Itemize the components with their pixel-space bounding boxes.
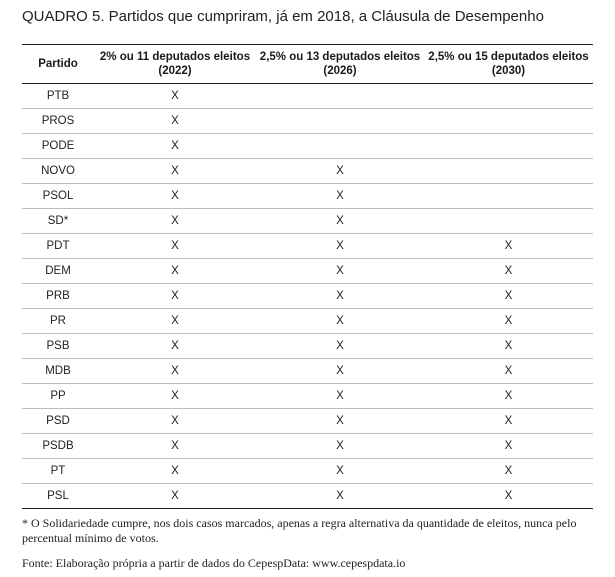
criterion-2026-cell: X <box>256 184 424 209</box>
party-name-cell: PDT <box>22 234 94 259</box>
table-row <box>22 284 593 309</box>
criterion-2022-cell: X <box>94 384 256 409</box>
table-row <box>22 434 593 459</box>
table-row <box>22 259 593 284</box>
criterion-2026-cell: X <box>256 259 424 284</box>
header-2030-year: (2030) <box>491 65 526 77</box>
table-row <box>22 409 593 434</box>
party-name-cell: PR <box>22 309 94 334</box>
criterion-2026-cell <box>256 109 424 134</box>
criterion-2030-cell: X <box>424 309 593 334</box>
party-name-cell: PSB <box>22 334 94 359</box>
criterion-2026-cell: X <box>256 159 424 184</box>
party-name-cell: PSD <box>22 409 94 434</box>
criterion-2022-cell: X <box>94 259 256 284</box>
header-2026-rule: 2,5% ou 13 deputados eleitos <box>259 51 421 63</box>
footnote: * O Solidariedade cumpre, nos dois casos marcados, apenas a regra alternativa da quantidade de eleitos, nunca pelo percentual mínimo de votos. <box>22 516 577 545</box>
table-row <box>22 159 593 184</box>
criterion-2030-cell: X <box>424 234 593 259</box>
criterion-2022-cell: X <box>94 234 256 259</box>
party-name-cell: PP <box>22 384 94 409</box>
party-name-cell: PRB <box>22 284 94 309</box>
criterion-2022-cell: X <box>94 484 256 509</box>
criterion-2026-cell: X <box>256 409 424 434</box>
table-row <box>22 84 593 109</box>
criterion-2030-cell: X <box>424 484 593 509</box>
table-row <box>22 459 593 484</box>
table-header <box>22 45 593 84</box>
party-name-cell: PT <box>22 459 94 484</box>
table-container <box>22 44 593 509</box>
criterion-2022-cell: X <box>94 184 256 209</box>
header-2022-rule: 2% ou 11 deputados eleitos <box>99 51 251 63</box>
criterion-2030-cell: X <box>424 359 593 384</box>
criterion-2026-cell <box>256 134 424 159</box>
header-party-label: Partido <box>38 58 78 70</box>
table-row <box>22 384 593 409</box>
criterion-2022-cell: X <box>94 284 256 309</box>
criterion-2030-cell: X <box>424 459 593 484</box>
table-row <box>22 309 593 334</box>
criterion-2026-cell: X <box>256 434 424 459</box>
criterion-2022-cell: X <box>94 134 256 159</box>
criterion-2026-cell: X <box>256 234 424 259</box>
criterion-2022-cell: X <box>94 409 256 434</box>
header-row <box>22 45 593 84</box>
criterion-2022-cell: X <box>94 209 256 234</box>
criterion-2026-cell <box>256 84 424 109</box>
criterion-2030-cell <box>424 134 593 159</box>
party-name-cell: DEM <box>22 259 94 284</box>
table-row <box>22 484 593 509</box>
party-name-cell: SD* <box>22 209 94 234</box>
criterion-2026-cell: X <box>256 309 424 334</box>
party-name-cell: PODE <box>22 134 94 159</box>
table-row <box>22 334 593 359</box>
header-cell-2030 <box>424 45 593 84</box>
criterion-2022-cell: X <box>94 459 256 484</box>
criterion-2030-cell: X <box>424 334 593 359</box>
criterion-2030-cell: X <box>424 409 593 434</box>
criterion-2030-cell: X <box>424 434 593 459</box>
criterion-2026-cell: X <box>256 284 424 309</box>
header-2030-rule: 2,5% ou 15 deputados eleitos <box>428 51 589 63</box>
source-note: Fonte: Elaboração própria a partir de dados do CepespData: www.cepespdata.io <box>22 556 406 570</box>
performance-clause-table <box>22 44 593 509</box>
table-body <box>22 84 593 509</box>
criterion-2026-cell: X <box>256 359 424 384</box>
party-name-cell: NOVO <box>22 159 94 184</box>
criterion-2030-cell <box>424 184 593 209</box>
header-2022-year: (2022) <box>158 65 192 77</box>
criterion-2030-cell: X <box>424 259 593 284</box>
table-row <box>22 109 593 134</box>
criterion-2030-cell: X <box>424 284 593 309</box>
table-row <box>22 184 593 209</box>
criterion-2022-cell: X <box>94 109 256 134</box>
table-row <box>22 359 593 384</box>
criterion-2026-cell: X <box>256 484 424 509</box>
criterion-2022-cell: X <box>94 84 256 109</box>
table-row <box>22 234 593 259</box>
criterion-2030-cell <box>424 84 593 109</box>
header-2026-year: (2026) <box>323 65 357 77</box>
criterion-2030-cell <box>424 209 593 234</box>
party-name-cell: MDB <box>22 359 94 384</box>
criterion-2026-cell: X <box>256 384 424 409</box>
criterion-2030-cell <box>424 109 593 134</box>
header-cell-2026 <box>256 45 424 84</box>
criterion-2030-cell <box>424 159 593 184</box>
party-name-cell: PSL <box>22 484 94 509</box>
table-title: QUADRO 5. Partidos que cumpriram, já em 2018, a Cláusula de Desempenho <box>22 8 544 25</box>
table-row <box>22 209 593 234</box>
criterion-2022-cell: X <box>94 159 256 184</box>
party-name-cell: PSDB <box>22 434 94 459</box>
criterion-2022-cell: X <box>94 359 256 384</box>
criterion-2026-cell: X <box>256 209 424 234</box>
criterion-2022-cell: X <box>94 309 256 334</box>
party-name-cell: PSOL <box>22 184 94 209</box>
criterion-2022-cell: X <box>94 434 256 459</box>
criterion-2026-cell: X <box>256 334 424 359</box>
criterion-2022-cell: X <box>94 334 256 359</box>
criterion-2030-cell: X <box>424 384 593 409</box>
table-row <box>22 134 593 159</box>
party-name-cell: PROS <box>22 109 94 134</box>
criterion-2026-cell: X <box>256 459 424 484</box>
party-name-cell: PTB <box>22 84 94 109</box>
header-cell-party <box>22 45 94 84</box>
header-cell-2022 <box>94 45 256 84</box>
